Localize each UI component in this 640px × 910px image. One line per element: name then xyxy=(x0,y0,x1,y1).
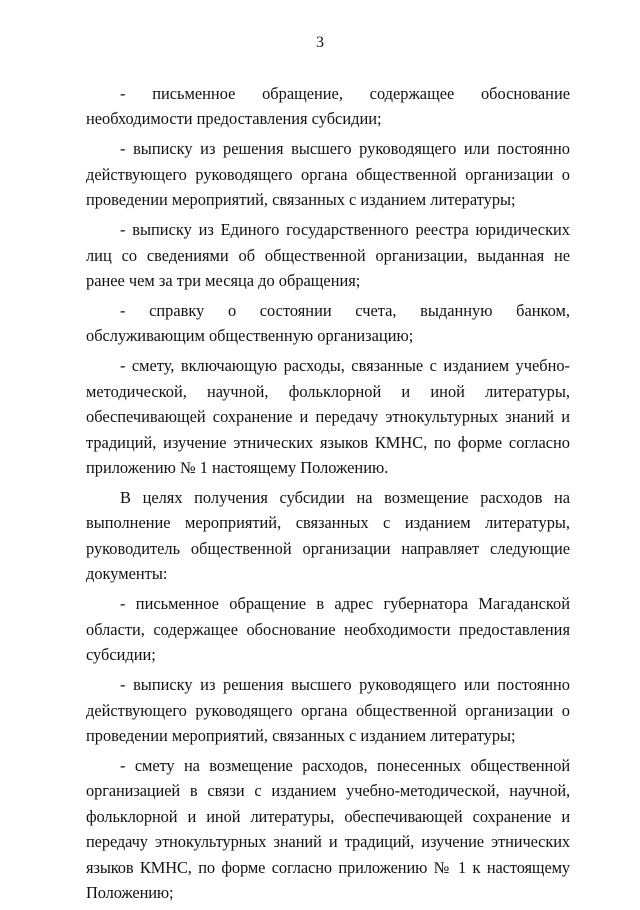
page-number: 3 xyxy=(316,34,324,51)
paragraph-reimbursement-estimate: - смету на возмещение расходов, понесенных общественной организацией в связи с изданием учебно-методической, научной, фольклорной и иной литературы, обеспечивающей сохранение и передачу этнокультурных знаний и традиций, изучение этнических языков КМНС, по форме согласно приложению № 1 к настоящему Положению; xyxy=(86,755,570,902)
paragraph-registry-extract: - выписку из Единого государственного реестра юридических лиц со сведениями об общественной организации, выданная не ранее чем за три месяца до обращения; xyxy=(86,220,570,291)
document-body xyxy=(86,81,570,910)
paragraph-decision-extract-2: - выписку из решения высшего руководящего или постоянно действующего руководящего органа общественной организации о проведении мероприятий, связанных с изданием литературы; xyxy=(86,675,570,745)
paragraph-reimbursement-intro: В целях получения субсидии на возмещение расходов на выполнение мероприятий, связанных с изданием литературы, руководитель общественной организации направляет следующие документы: xyxy=(86,488,570,584)
paragraph-written-appeal: - письменное обращение, содержащее обоснование необходимости предоставления субсидии; xyxy=(86,84,570,129)
paragraph-decision-extract: - выписку из решения высшего руководящего или постоянно действующего руководящего органа общественной организации о проведении мероприятий, связанных с изданием литературы; xyxy=(86,139,570,210)
paragraph-cost-estimate: - смету, включающую расходы, связанные с изданием учебно-методической, научной, фольклорной и иной литературы, обеспечивающей сохранение и передачу этнокультурных знаний и традиций, изучение этнических языков КМНС, по форме согласно приложению № 1 настоящему Положению. xyxy=(86,356,570,478)
paragraph-bank-statement: - справку о состоянии счета, выданную банком, обслуживающим общественную организацию; xyxy=(86,301,570,346)
paragraph-governor-appeal: - письменное обращение в адрес губернатора Магаданской области, содержащее обоснование необходимости предоставления субсидии; xyxy=(86,594,570,665)
